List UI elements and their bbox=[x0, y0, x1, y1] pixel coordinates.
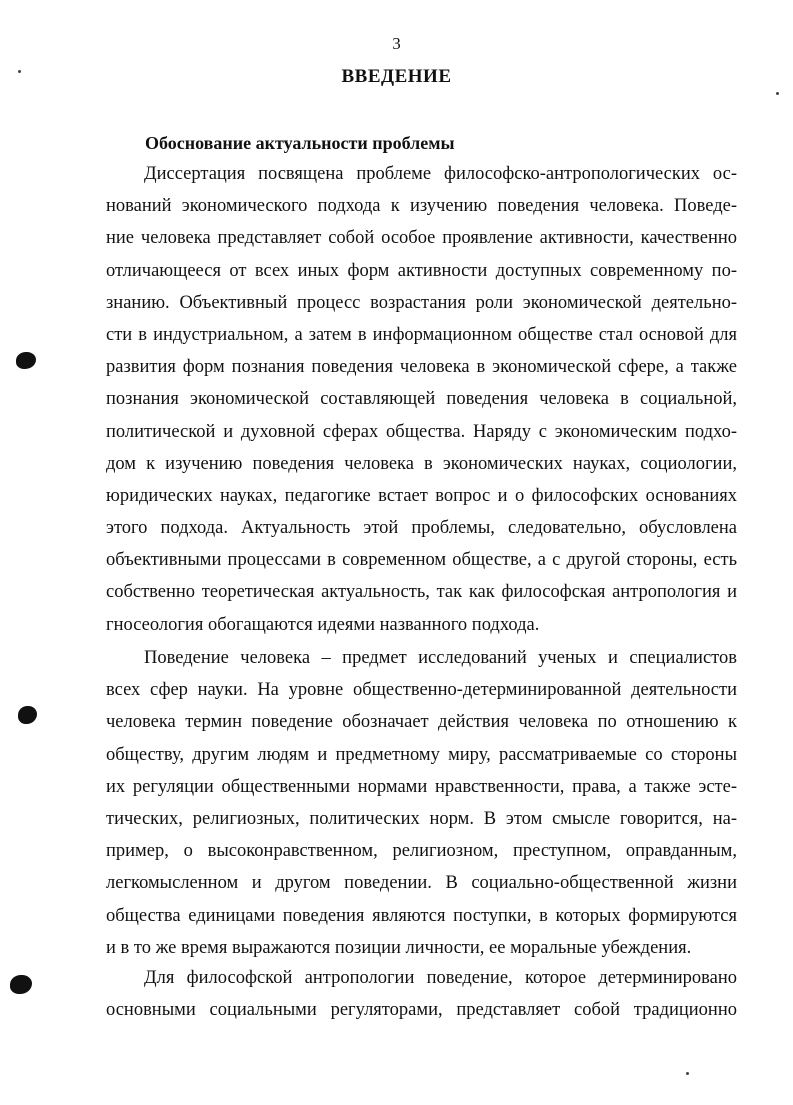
scan-speck bbox=[776, 92, 779, 95]
text-line: развития форм познания поведения человека в экономической сфере, а также bbox=[106, 357, 737, 378]
text-line: пример, о высоконравственном, религиозном, преступном, оправданным, bbox=[106, 841, 737, 862]
text-line: Диссертация посвящена проблеме философско-антропологических ос- bbox=[144, 164, 737, 184]
text-line: тических, религиозных, политических норм. В этом смысле говорится, на- bbox=[106, 808, 737, 829]
paragraph-3 bbox=[106, 962, 737, 1026]
paragraph-2 bbox=[106, 642, 737, 964]
text-line: Для философской антропологии поведение, которое детерминировано bbox=[144, 968, 737, 988]
text-line: политической и духовной сферах общества. Наряду с экономическим подхо- bbox=[106, 421, 737, 442]
page-number: 3 bbox=[392, 34, 401, 53]
text-line: общества единицами поведения являются поступки, в которых формируются bbox=[106, 905, 737, 926]
text-line: Поведение человека – предмет исследований ученых и специалистов bbox=[144, 648, 737, 668]
text-line: отличающееся от всех иных форм активности доступных современному по- bbox=[106, 260, 737, 281]
paragraph-1 bbox=[106, 158, 737, 641]
binder-hole-mark bbox=[10, 975, 32, 994]
binder-hole-mark bbox=[18, 706, 37, 724]
text-line: ние человека представляет собой особое проявление активности, качественно bbox=[106, 228, 737, 249]
text-line: этого подхода. Актуальность этой проблемы, следовательно, обусловлена bbox=[106, 518, 737, 539]
text-line: легкомысленном и другом поведении. В социально-общественной жизни bbox=[106, 873, 737, 894]
text-line: нований экономического подхода к изучению поведения человека. Поведе- bbox=[106, 196, 737, 217]
binder-hole-mark bbox=[16, 352, 36, 369]
text-line: обществу, другим людям и предметному миру, рассматриваемые со стороны bbox=[106, 744, 737, 765]
text-line: дом к изучению поведения человека в экономических науках, социологии, bbox=[106, 453, 737, 474]
text-line: сти в индустриальном, а затем в информационном обществе стал основой для bbox=[106, 324, 737, 345]
text-line: познания экономической составляющей поведения человека в социальной, bbox=[106, 389, 737, 410]
scan-speck bbox=[686, 1072, 689, 1075]
text-line: их регуляции общественными нормами нравственности, права, а также эсте- bbox=[106, 776, 737, 797]
text-line: знанию. Объективный процесс возрастания роли экономической деятельно- bbox=[106, 292, 737, 313]
text-line: юридических науках, педагогике встает вопрос и о философских основаниях bbox=[106, 485, 737, 506]
text-line: всех сфер науки. На уровне общественно-детерминированной деятельности bbox=[106, 680, 737, 701]
text-line: основными социальными регуляторами, представляет собой традиционно bbox=[106, 1000, 737, 1021]
text-line: и в то же время выражаются позиции личности, ее моральные убеждения. bbox=[106, 937, 692, 958]
section-heading: Обоснование актуальности проблемы bbox=[145, 133, 455, 153]
page-title: ВВЕДЕНИЕ bbox=[341, 66, 452, 87]
text-line: гносеология обогащаются идеями названного подхода. bbox=[106, 614, 540, 635]
text-line: собственно теоретическая актуальность, так как философская антропология и bbox=[106, 582, 737, 603]
text-line: объективными процессами в современном обществе, а с другой стороны, есть bbox=[106, 550, 737, 571]
text-line: человека термин поведение обозначает действия человека по отношению к bbox=[106, 712, 737, 733]
scan-speck bbox=[18, 70, 21, 73]
